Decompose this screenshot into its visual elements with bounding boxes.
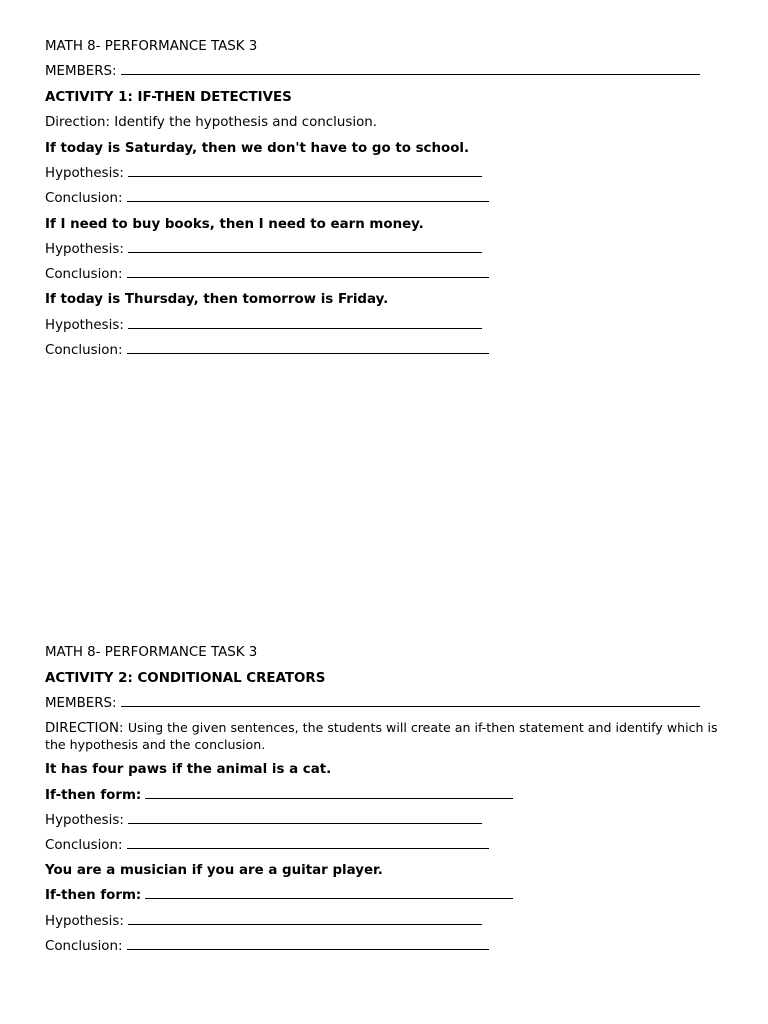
task-title: MATH 8- PERFORMANCE TASK 3 xyxy=(45,645,258,660)
hypothesis-line[interactable] xyxy=(45,241,482,258)
conclusion-blank[interactable] xyxy=(127,837,489,849)
conclusion-blank[interactable] xyxy=(127,342,489,354)
statement: It has four paws if the animal is a cat. xyxy=(45,762,332,777)
conclusion-line[interactable] xyxy=(45,837,489,854)
task-title: MATH 8- PERFORMANCE TASK 3 xyxy=(45,39,258,54)
members-line[interactable] xyxy=(45,695,700,712)
ifthen-blank[interactable] xyxy=(145,787,513,799)
statement: If today is Saturday, then we don't have to go to school. xyxy=(45,141,470,156)
conclusion-line[interactable] xyxy=(45,190,489,207)
members-line[interactable] xyxy=(45,63,700,80)
conclusion-label: Conclusion: xyxy=(45,191,123,206)
hypothesis-line[interactable] xyxy=(45,317,482,334)
hypothesis-label: Hypothesis: xyxy=(45,813,124,828)
hypothesis-blank[interactable] xyxy=(128,165,482,177)
direction-body: Using the given sentences, the students will create an if-then statement and identify which is the hypothesis and the conclusion. xyxy=(45,720,718,752)
conclusion-line[interactable] xyxy=(45,266,489,283)
direction-label: DIRECTION: xyxy=(45,721,124,736)
conclusion-label: Conclusion: xyxy=(45,267,123,282)
ifthen-line[interactable] xyxy=(45,887,513,904)
direction-text: Direction: Identify the hypothesis and conclusion. xyxy=(45,115,377,130)
conclusion-line[interactable] xyxy=(45,342,489,359)
statement: You are a musician if you are a guitar player. xyxy=(45,863,383,878)
statement: If today is Thursday, then tomorrow is Friday. xyxy=(45,292,389,307)
hypothesis-label: Hypothesis: xyxy=(45,318,124,333)
members-label: MEMBERS: xyxy=(45,64,117,79)
hypothesis-label: Hypothesis: xyxy=(45,242,124,257)
members-label: MEMBERS: xyxy=(45,696,117,711)
conclusion-blank[interactable] xyxy=(127,266,489,278)
hypothesis-line[interactable] xyxy=(45,812,482,829)
conclusion-line[interactable] xyxy=(45,938,489,955)
direction-text xyxy=(45,720,735,754)
ifthen-label: If-then form: xyxy=(45,788,142,803)
hypothesis-blank[interactable] xyxy=(128,317,482,329)
members-blank[interactable] xyxy=(121,695,700,707)
ifthen-label: If-then form: xyxy=(45,888,142,903)
hypothesis-blank[interactable] xyxy=(128,812,482,824)
ifthen-line[interactable] xyxy=(45,787,513,804)
conclusion-blank[interactable] xyxy=(127,190,489,202)
members-blank[interactable] xyxy=(121,63,700,75)
ifthen-blank[interactable] xyxy=(145,887,513,899)
activity-title: ACTIVITY 1: IF-THEN DETECTIVES xyxy=(45,90,292,105)
conclusion-label: Conclusion: xyxy=(45,838,123,853)
hypothesis-blank[interactable] xyxy=(128,241,482,253)
hypothesis-line[interactable] xyxy=(45,165,482,182)
hypothesis-blank[interactable] xyxy=(128,913,482,925)
hypothesis-label: Hypothesis: xyxy=(45,914,124,929)
conclusion-blank[interactable] xyxy=(127,938,489,950)
conclusion-label: Conclusion: xyxy=(45,343,123,358)
hypothesis-line[interactable] xyxy=(45,913,482,930)
activity-title: ACTIVITY 2: CONDITIONAL CREATORS xyxy=(45,671,326,686)
hypothesis-label: Hypothesis: xyxy=(45,166,124,181)
statement: If I need to buy books, then I need to earn money. xyxy=(45,217,424,232)
conclusion-label: Conclusion: xyxy=(45,939,123,954)
